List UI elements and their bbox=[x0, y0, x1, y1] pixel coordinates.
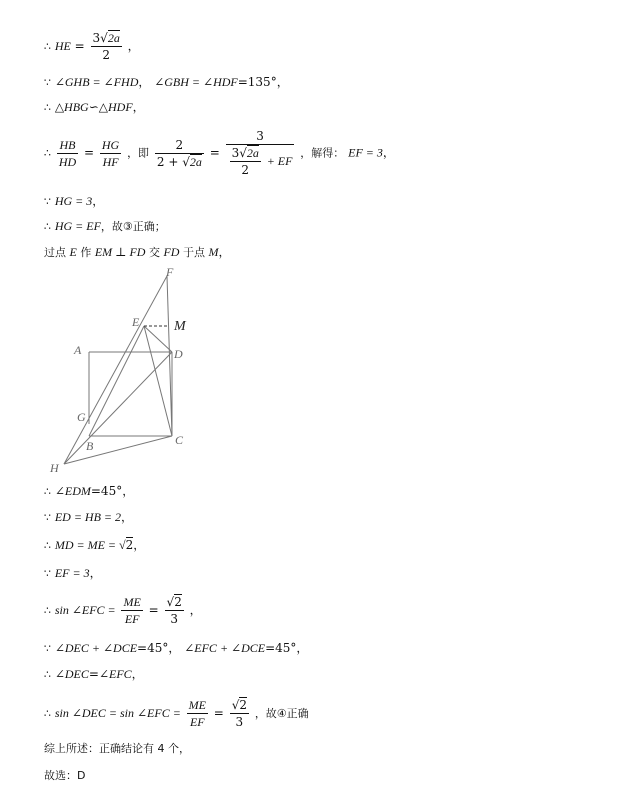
line-edm: ∴ ∠EDM=45°， bbox=[44, 484, 135, 498]
line-md-me: ∴ MD = ME = √2， bbox=[44, 538, 146, 552]
line-sin-efc: ∴ sin ∠EFC = $\frac{ME}{EF}$ = $\frac{√2}{3}$ ， bbox=[44, 595, 202, 626]
label-c: C bbox=[175, 433, 184, 447]
line-hg-ef: ∴ HG = EF，故③正确； bbox=[44, 219, 166, 233]
segment-hd bbox=[64, 352, 172, 464]
line-sin-dec: ∴ sin ∠DEC = sin ∠EFC = $\frac{ME}{EF}$ = $\frac{√2}{3}$ ，故④正确 bbox=[44, 698, 309, 729]
line-ed-hb: ∵ ED = HB = 2， bbox=[44, 510, 134, 524]
label-e: E bbox=[132, 315, 140, 329]
label-h: H bbox=[50, 461, 59, 475]
line-angle-sums: ∵ ∠DEC + ∠DCE=45°， ∠EFC + ∠DCE=45°， bbox=[44, 641, 309, 655]
segment-ec bbox=[144, 326, 172, 436]
geometry-figure bbox=[44, 264, 224, 479]
line-dec-efc: ∴ ∠DEC=∠EFC， bbox=[44, 667, 144, 681]
line-ratio: ∴ $\frac{HB}{HD}$ = $\frac{HG}{HF}$ ，即 $\frac{2}{2 + √2a}$ = 3 $\frac{3√2a}{2}$ + EF ，解得： EF = 3， bbox=[44, 129, 395, 177]
conclusion-text: 综上所述：正确结论有 4 个， bbox=[44, 742, 190, 755]
line-construction: 过点 E 作 EM ⊥ FD 交 FD 于点 M， bbox=[44, 245, 231, 259]
label-a: A bbox=[74, 343, 82, 357]
line-he: ∴ HE = $\frac{3√2a}{2}$ ， bbox=[44, 31, 140, 62]
answer-text: 故选：D bbox=[44, 769, 86, 782]
line-similar: ∴ △HBG∽△HDF， bbox=[44, 100, 145, 114]
line-angles-equal: ∵ ∠GHB = ∠FHD， ∠GBH = ∠HDF=135°， bbox=[44, 75, 289, 89]
line-ef-3: ∵ EF = 3， bbox=[44, 566, 102, 580]
line-hg-3: ∵ HG = 3， bbox=[44, 194, 105, 208]
label-m: M bbox=[174, 319, 186, 334]
segment-be bbox=[89, 326, 144, 436]
label-f: F bbox=[166, 265, 174, 279]
label-b: B bbox=[86, 439, 94, 453]
label-g: G bbox=[77, 410, 86, 424]
segment-ed bbox=[144, 326, 172, 352]
fraction-he: $\frac{3√2a}{2}$ bbox=[92, 31, 120, 62]
label-d: D bbox=[174, 347, 183, 361]
segment-hc bbox=[64, 436, 172, 464]
